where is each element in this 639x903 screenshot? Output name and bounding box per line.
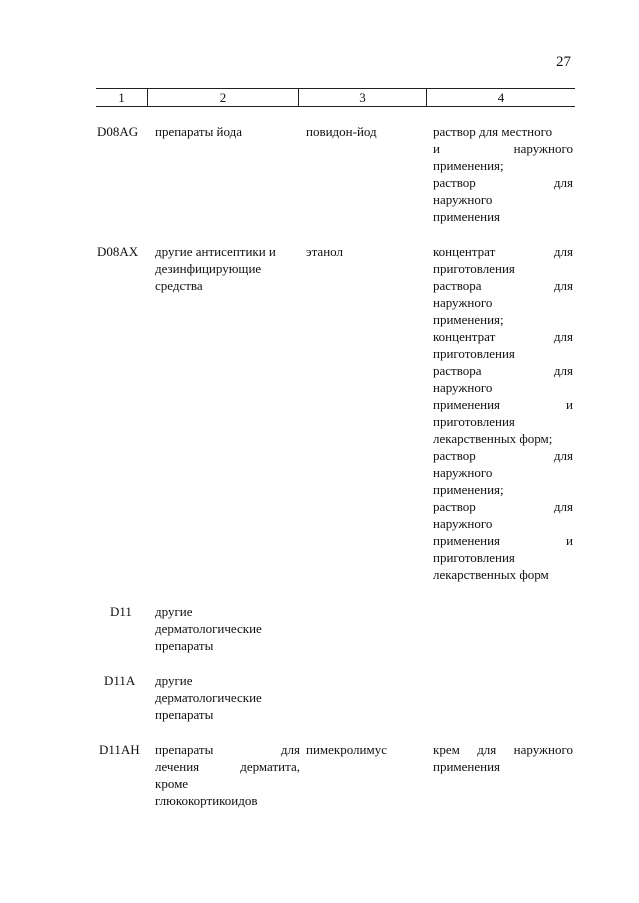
header-col-2: 2	[147, 89, 298, 106]
header-col-1: 1	[118, 90, 125, 105]
group-name: другие антисептики и дезинфицирующие средства	[155, 244, 276, 293]
header-col-3: 3	[298, 89, 426, 106]
substance-name: повидон-йод	[306, 124, 377, 139]
substance-name: пимекролимус	[306, 742, 387, 757]
atc-code: D08AG	[97, 124, 139, 139]
substance-name: этанол	[306, 244, 343, 259]
atc-code: D11AH	[99, 742, 140, 757]
dosage-forms: крем для наружного применения	[433, 742, 573, 774]
table-header-row	[96, 88, 575, 107]
atc-code: D11A	[104, 673, 136, 688]
group-name: препараты йода	[155, 124, 243, 139]
group-name: другие дерматологические препараты	[155, 673, 262, 722]
dosage-forms: концентрат для приготовления раствора для наружного применения; концентрат для приготовления раствора для наружного применения и приготовления лекарственных форм; раствор для наружного применения; раствор для наружного применения и приготовления лекарственных форм	[433, 244, 573, 582]
header-col-4: 4	[426, 89, 575, 106]
group-name: другие дерматологические препараты	[155, 604, 262, 653]
atc-code: D08AX	[97, 244, 139, 259]
page-number: 27	[556, 54, 571, 70]
dosage-forms: раствор для местного и наружного применения; раствор для наружного применения	[433, 124, 573, 224]
group-name: препараты для лечения дерматита, кроме глюкокортикоидов	[155, 742, 300, 808]
atc-code: D11	[110, 604, 132, 619]
